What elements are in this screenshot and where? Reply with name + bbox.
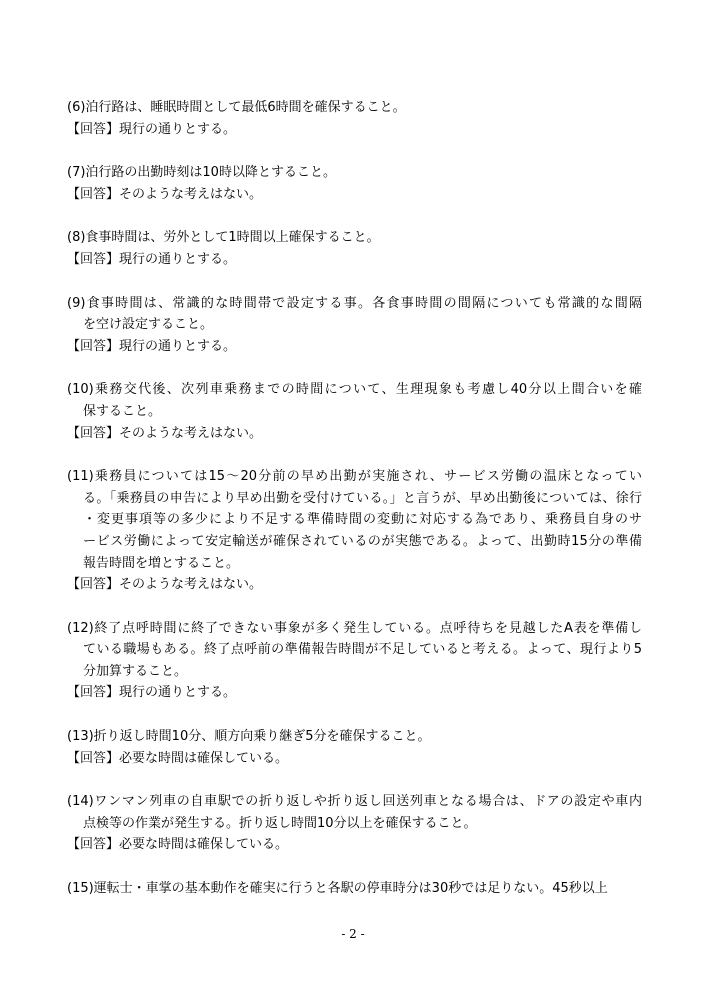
demand-text-line: (11)乗務員については15～20分前の早め出勤が実施され、サービス労働の温床となってい bbox=[67, 469, 642, 485]
demand-item bbox=[67, 726, 642, 769]
answer-text: 【回答】現行の通りとする。 bbox=[67, 338, 237, 354]
answer-text: 【回答】現行の通りとする。 bbox=[67, 685, 237, 701]
demand-text-line: (14)ワンマン列車の自車駅での折り返しや折り返し回送列車となる場合は、ドアの設定や車内 bbox=[67, 794, 642, 810]
demand-text-line: ービス労働によって安定輸送が確保されているのが実態である。よって、出勤時15分の準備 bbox=[83, 533, 642, 549]
answer-text: 【回答】そのような考えはない。 bbox=[67, 577, 263, 593]
answer-text: 【回答】必要な時間は確保している。 bbox=[67, 750, 289, 766]
demand-item bbox=[67, 791, 642, 856]
demand-text-line: (13)折り返し時間10分、順方向乗り継ぎ5分を確保すること。 bbox=[67, 729, 431, 745]
answer-text: 【回答】必要な時間は確保している。 bbox=[67, 837, 289, 853]
page-number: - 2 - bbox=[341, 927, 365, 941]
demand-text-line: を空け設定すること。 bbox=[83, 317, 214, 333]
demand-text-line: る。「乗務員の申告により早め出勤を受付けている。」と言うが、早め出勤後については、徐行 bbox=[83, 490, 642, 506]
demand-item bbox=[67, 878, 642, 900]
demand-item bbox=[67, 293, 642, 358]
demand-text-line: 点検等の作業が発生する。折り返し時間10分以上を確保すること。 bbox=[83, 815, 477, 831]
demand-item bbox=[67, 97, 642, 140]
document-body bbox=[67, 97, 642, 900]
demand-item bbox=[67, 618, 642, 704]
demand-item bbox=[67, 379, 642, 444]
demand-text-line: 報告時間を増とすること。 bbox=[83, 555, 240, 571]
answer-text: 【回答】現行の通りとする。 bbox=[67, 251, 237, 267]
demand-text-line: ・変更事項等の多少により不足する準備時間の変動に対応する為であり、乗務員自身のサ bbox=[83, 512, 642, 528]
demand-text-line: 保すること。 bbox=[83, 403, 162, 419]
demand-text-line: (6)泊行路は、睡眠時間として最低6時間を確保すること。 bbox=[67, 100, 406, 115]
demand-text-line: (15)運転士・車掌の基本動作を確実に行うと各駅の停車時分は30秒では足りない。45秒以上 bbox=[67, 881, 608, 897]
answer-text: 【回答】そのような考えはない。 bbox=[67, 425, 263, 441]
demand-text-line: (7)泊行路の出勤時刻は10時以降とすること。 bbox=[67, 165, 336, 181]
answer-text: 【回答】そのような考えはない。 bbox=[67, 186, 263, 202]
demand-text-line: 分加算すること。 bbox=[83, 663, 188, 679]
demand-text-line: (10)乗務交代後、次列車乗務までの時間について、生理現象も考慮し40分以上間合いを確 bbox=[67, 382, 642, 398]
demand-item bbox=[67, 466, 642, 596]
demand-item bbox=[67, 162, 642, 205]
demand-text-line: (8)食事時間は、労外として1時間以上確保すること。 bbox=[67, 230, 380, 246]
answer-text: 【回答】現行の通りとする。 bbox=[67, 121, 237, 137]
demand-text-line: (12)終了点呼時間に終了できない事象が多く発生している。点呼待ちを見越したA表を準備し bbox=[67, 620, 642, 636]
demand-item bbox=[67, 227, 642, 270]
demand-text-line: (9)食事時間は、常識的な時間帯で設定する事。各食事時間の間隔についても常識的な間隔 bbox=[67, 295, 642, 311]
demand-text-line: ている職場もある。終了点呼前の準備報告時間が不足していると考える。よって、現行より5 bbox=[83, 642, 642, 658]
